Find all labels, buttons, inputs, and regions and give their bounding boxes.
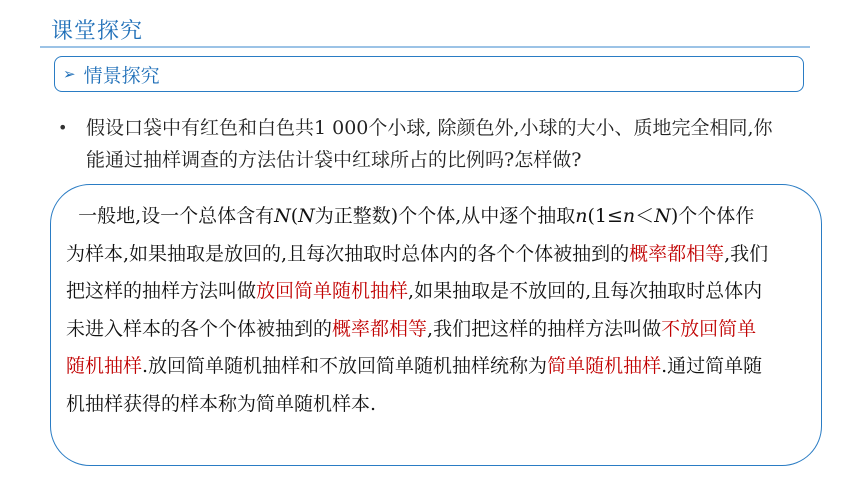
definition-segment: ,我们把这样的抽样方法叫做 xyxy=(66,242,769,302)
definition-segment: .通过简单随机抽样获得的样本称为简单随机样本. xyxy=(66,355,763,415)
definition-variable: N xyxy=(274,205,291,227)
highlight-term: 放回简单随机抽样 xyxy=(256,280,409,302)
definition-segment: ( xyxy=(290,205,299,227)
page-title: 课堂探究 xyxy=(51,19,144,44)
definition-segment: ,如果抽取是不放回的,且每次抽取时总体内未进入样本的各个个体被抽到的 xyxy=(66,280,763,340)
definition-segment: ,我们把这样的抽样方法叫做 xyxy=(427,317,662,340)
bullet-icon: • xyxy=(58,118,68,137)
highlight-term: 不放回简单随机抽样 xyxy=(66,317,757,377)
highlight-term: 概率都相等 xyxy=(332,317,428,340)
definition-text xyxy=(66,198,772,423)
definition-segment: (1≤ xyxy=(587,205,623,227)
definition-variable: N xyxy=(654,205,671,227)
definition-segment: 一般地,设一个总体含有 xyxy=(66,205,275,227)
question-text: 假设口袋中有红色和白色共1 000个小球, 除颜色外,小球的大小、质地完全相同,你能通过抽样调查的方法估计袋中红球所占的比例吗?怎样做? xyxy=(86,117,773,171)
definition-variable: n xyxy=(622,205,636,227)
section-header xyxy=(54,56,804,92)
definition-variable: n xyxy=(575,205,588,227)
title-divider xyxy=(40,46,810,48)
highlight-term: 概率都相等 xyxy=(629,242,725,265)
definition-segment: .放回简单随机抽样和不放回简单随机抽样统称为 xyxy=(142,355,548,377)
definition-segment: ＜ xyxy=(635,205,655,227)
arrow-icon: ➢ xyxy=(63,65,76,83)
highlight-term: 简单随机抽样 xyxy=(547,355,662,377)
section-label: 情景探究 xyxy=(83,64,160,87)
definition-segment: )个个体作为样本,如果抽取是放回的,且每次抽取时总体内的各个个体被抽到的 xyxy=(66,205,755,265)
definition-segment: 为正整数)个个体,从中逐个抽取 xyxy=(314,205,576,227)
definition-variable: N xyxy=(298,205,315,227)
